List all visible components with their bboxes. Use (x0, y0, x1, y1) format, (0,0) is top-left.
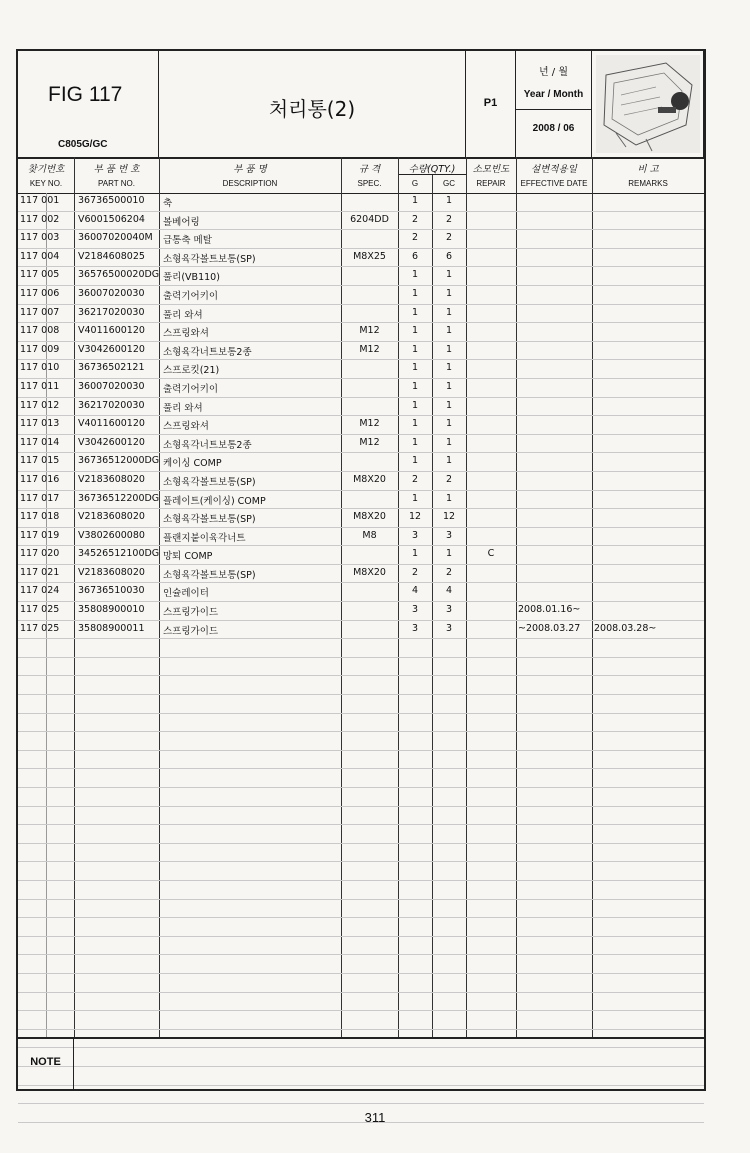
part-no-header: 부 품 번 호 PART NO. (93, 164, 140, 188)
table-row (18, 416, 704, 435)
cell-desc: 풀리 와셔 (163, 309, 203, 321)
cell-part: 36007020040M (78, 232, 153, 244)
cell-gc: 1 (445, 492, 453, 504)
cell-desc: 출력기어키이 (163, 290, 219, 302)
table-row (18, 528, 704, 547)
cell-part: 36007020030 (78, 287, 145, 299)
description-header: 부 품 명 DESCRIPTION (222, 164, 278, 188)
cell-part: 36736502121 (78, 362, 145, 374)
cell-desc: 소형육각볼트보통(SP) (163, 569, 256, 581)
page-cell (466, 51, 516, 157)
cell-key: 117 024 (20, 585, 60, 597)
cell-g: 1 (411, 399, 419, 411)
machine-illustration-icon (596, 55, 700, 153)
cell-part: 36736512200DG (78, 492, 160, 504)
table-row (18, 621, 704, 640)
cell-g: 1 (411, 418, 419, 430)
table-row (18, 305, 704, 324)
effective-date-header: 설변적용일 EFFECTIVE DATE (520, 164, 588, 188)
cell-desc: 출력기어키이 (163, 383, 219, 395)
cell-gc: 1 (445, 269, 453, 281)
cell-gc: 4 (445, 585, 453, 597)
cell-spec: M8X20 (353, 511, 386, 523)
repair-header: 소모빈도 REPAIR (472, 164, 510, 188)
cell-gc: 6 (445, 250, 453, 262)
assembly-title: 처리통(2) (268, 97, 356, 121)
page-number: 311 (364, 1110, 386, 1125)
cell-desc: 플레이트(케이싱) COMP (163, 495, 266, 507)
cell-spec: M12 (359, 436, 380, 448)
cell-part: V6001506204 (78, 213, 145, 225)
cell-part: V2183608020 (78, 473, 145, 485)
cell-part: V4011600120 (78, 325, 145, 337)
remarks-header: 비 고 REMARKS (628, 164, 668, 188)
cell-g: 1 (411, 306, 419, 318)
cell-desc: 풀리 와셔 (163, 402, 203, 414)
cell-gc: 3 (445, 529, 453, 541)
cell-gc: 1 (445, 343, 453, 355)
cell-desc: 인슐레이터 (163, 588, 209, 600)
cell-gc: 1 (445, 362, 453, 374)
cell-desc: 스프링와셔 (163, 328, 209, 340)
cell-g: 1 (411, 436, 419, 448)
cell-desc: 소형육각볼트보통(SP) (163, 476, 256, 488)
cell-g: 1 (411, 195, 419, 206)
model-code: C805G/GC (58, 139, 108, 150)
cell-desc: 소형육각너트보통2종 (163, 346, 252, 358)
figure-cell (18, 51, 159, 157)
cell-part: V3802600080 (78, 529, 145, 541)
empty-row (18, 825, 704, 844)
cell-gc: 2 (445, 213, 453, 225)
empty-row (18, 862, 704, 881)
cell-key: 117 014 (20, 436, 60, 448)
cell-part: 36217020030 (78, 306, 145, 318)
cell-g: 3 (411, 529, 419, 541)
cell-key: 117 012 (20, 399, 60, 411)
cell-g: 6 (411, 250, 419, 262)
sheet-page: P1 (483, 97, 498, 109)
cell-desc: 스프링와셔 (163, 421, 209, 433)
year-month-en: Year / Month (523, 89, 584, 100)
empty-row (18, 993, 704, 1012)
cell-rem: 2008.03.28~ (594, 622, 657, 634)
cell-g: 1 (411, 343, 419, 355)
cell-part: 36007020030 (78, 380, 145, 392)
table-row (18, 360, 704, 379)
table-row (18, 602, 704, 621)
sheet-header (18, 51, 704, 159)
cell-desc: 망퇴 COMP (163, 551, 213, 563)
empty-row (18, 881, 704, 900)
cell-g: 1 (411, 269, 419, 281)
cell-desc: 축 (163, 198, 173, 209)
cell-spec: M8X25 (353, 250, 386, 262)
cell-key: 117 011 (20, 380, 60, 392)
empty-row (18, 900, 704, 919)
cell-desc: 볼베어링 (163, 216, 200, 228)
cell-desc: 소형육각볼트보통(SP) (163, 514, 256, 526)
cell-key: 117 002 (20, 213, 60, 225)
cell-spec: M12 (359, 343, 380, 355)
cell-gc: 1 (445, 436, 453, 448)
note-section (18, 1037, 704, 1089)
quantity-header: 수량(QTY.) G GC (398, 157, 466, 193)
cell-desc: 케이싱 COMP (163, 458, 222, 470)
cell-part: V4011600120 (78, 418, 145, 430)
table-row (18, 398, 704, 417)
cell-part: 36736500010 (78, 195, 145, 206)
cell-gc: 1 (445, 399, 453, 411)
cell-gc: 1 (445, 287, 453, 299)
cell-gc: 3 (445, 604, 453, 616)
cell-g: 3 (411, 622, 419, 634)
cell-key: 117 013 (20, 418, 60, 430)
empty-row (18, 658, 704, 677)
cell-spec: 6204DD (350, 213, 389, 225)
table-row (18, 212, 704, 231)
cell-desc: 플랜지붙이육각너트 (163, 532, 246, 544)
cell-spec: M12 (359, 418, 380, 430)
cell-key: 117 006 (20, 287, 60, 299)
cell-part: V3042600120 (78, 343, 145, 355)
cell-key: 117 018 (20, 511, 60, 523)
table-row (18, 230, 704, 249)
table-row (18, 286, 704, 305)
cell-gc: 1 (445, 418, 453, 430)
cell-g: 1 (411, 325, 419, 337)
cell-part: 36736512000DG (78, 455, 160, 467)
cell-part: 36217020030 (78, 399, 145, 411)
figure-number: FIG 117 (48, 83, 123, 106)
cell-g: 3 (411, 604, 419, 616)
cell-gc: 1 (445, 195, 453, 206)
cell-key: 117 016 (20, 473, 60, 485)
empty-row (18, 639, 704, 658)
cell-key: 117 017 (20, 492, 60, 504)
table-row (18, 249, 704, 268)
cell-desc: 소형육각너트보통2종 (163, 439, 252, 451)
cell-gc: 2 (445, 232, 453, 244)
spec-header: 규 격 SPEC. (357, 164, 382, 188)
empty-row (18, 807, 704, 826)
cell-part: 35808900010 (78, 604, 145, 616)
empty-row (18, 714, 704, 733)
key-no-header: 찾기번호 KEY NO. (27, 164, 65, 188)
empty-row (18, 937, 704, 956)
cell-gc: 1 (445, 325, 453, 337)
cell-gc: 3 (445, 622, 453, 634)
title-cell (159, 51, 466, 157)
cell-g: 1 (411, 548, 419, 560)
empty-row (18, 676, 704, 695)
cell-gc: 1 (445, 306, 453, 318)
cell-spec: M8 (362, 529, 377, 541)
cell-spec: M8X20 (353, 473, 386, 485)
empty-row (18, 788, 704, 807)
cell-part: V2183608020 (78, 511, 145, 523)
cell-part: 35808900011 (78, 622, 145, 634)
cell-g: 4 (411, 585, 419, 597)
cell-gc: 1 (445, 380, 453, 392)
cell-g: 1 (411, 362, 419, 374)
table-row (18, 267, 704, 286)
cell-spec: M8X20 (353, 566, 386, 578)
cell-spec: M12 (359, 325, 380, 337)
year-month-cell (516, 51, 592, 157)
cell-part: V2183608020 (78, 566, 145, 578)
empty-row (18, 955, 704, 974)
empty-row (18, 1011, 704, 1030)
empty-row (18, 844, 704, 863)
table-row (18, 472, 704, 491)
cell-part: 36576500020DG (78, 269, 160, 281)
cell-desc: 풀리(VB110) (163, 272, 220, 284)
empty-row (18, 751, 704, 770)
cell-key: 117 004 (20, 250, 60, 262)
parts-list-sheet (16, 49, 706, 1091)
year-month-ko: 년 / 월 (538, 67, 569, 78)
cell-key: 117 001 (20, 195, 60, 206)
cell-gc: 12 (442, 511, 456, 523)
assembly-thumbnail (592, 51, 704, 157)
cell-key: 117 008 (20, 325, 60, 337)
cell-gc: 2 (445, 566, 453, 578)
cell-g: 1 (411, 380, 419, 392)
empty-row (18, 974, 704, 993)
cell-g: 2 (411, 213, 419, 225)
table-row (18, 342, 704, 361)
cell-part: 34526512100DG (78, 548, 160, 560)
cell-key: 117 003 (20, 232, 60, 244)
cell-desc: 스프링가이드 (163, 607, 219, 619)
cell-desc: 스프로킷(21) (163, 365, 220, 377)
empty-row (18, 769, 704, 788)
issue-date: 2008 / 06 (532, 123, 575, 134)
cell-g: 1 (411, 455, 419, 467)
cell-g: 1 (411, 492, 419, 504)
cell-part: V2184608025 (78, 250, 145, 262)
table-row (18, 491, 704, 510)
cell-key: 117 015 (20, 455, 60, 467)
table-row (18, 565, 704, 584)
cell-key: 117 019 (20, 529, 60, 541)
cell-key: 117 021 (20, 566, 60, 578)
cell-repair: C (487, 548, 495, 560)
cell-gc: 1 (445, 455, 453, 467)
cell-eff: ~2008.03.27 (518, 622, 581, 634)
cell-g: 2 (411, 473, 419, 485)
cell-desc: 급통축 메탈 (163, 235, 212, 247)
table-row (18, 583, 704, 602)
cell-g: 2 (411, 232, 419, 244)
cell-gc: 2 (445, 473, 453, 485)
cell-key: 117 007 (20, 306, 60, 318)
cell-g: 12 (408, 511, 422, 523)
cell-key: 117 010 (20, 362, 60, 374)
cell-key: 117 025 (20, 604, 60, 616)
table-row (18, 509, 704, 528)
empty-row (18, 695, 704, 714)
table-row (18, 546, 704, 565)
cell-desc: 스프링가이드 (163, 625, 219, 637)
cell-key: 117 020 (20, 548, 60, 560)
cell-key: 117 009 (20, 343, 60, 355)
cell-gc: 1 (445, 548, 453, 560)
cell-g: 1 (411, 287, 419, 299)
cell-desc: 소형육각볼트보통(SP) (163, 253, 256, 265)
column-headers (18, 157, 704, 194)
table-row (18, 435, 704, 454)
cell-part: 36736510030 (78, 585, 145, 597)
table-row (18, 379, 704, 398)
cell-g: 2 (411, 566, 419, 578)
parts-table (18, 193, 704, 1123)
cell-key: 117 025 (20, 622, 60, 634)
table-row (18, 453, 704, 472)
empty-row (18, 918, 704, 937)
cell-key: 117 005 (20, 269, 60, 281)
table-row (18, 323, 704, 342)
empty-row (18, 732, 704, 751)
table-row (18, 193, 704, 212)
note-label: NOTE (18, 1039, 74, 1089)
cell-eff: 2008.01.16~ (518, 604, 581, 616)
cell-part: V3042600120 (78, 436, 145, 448)
